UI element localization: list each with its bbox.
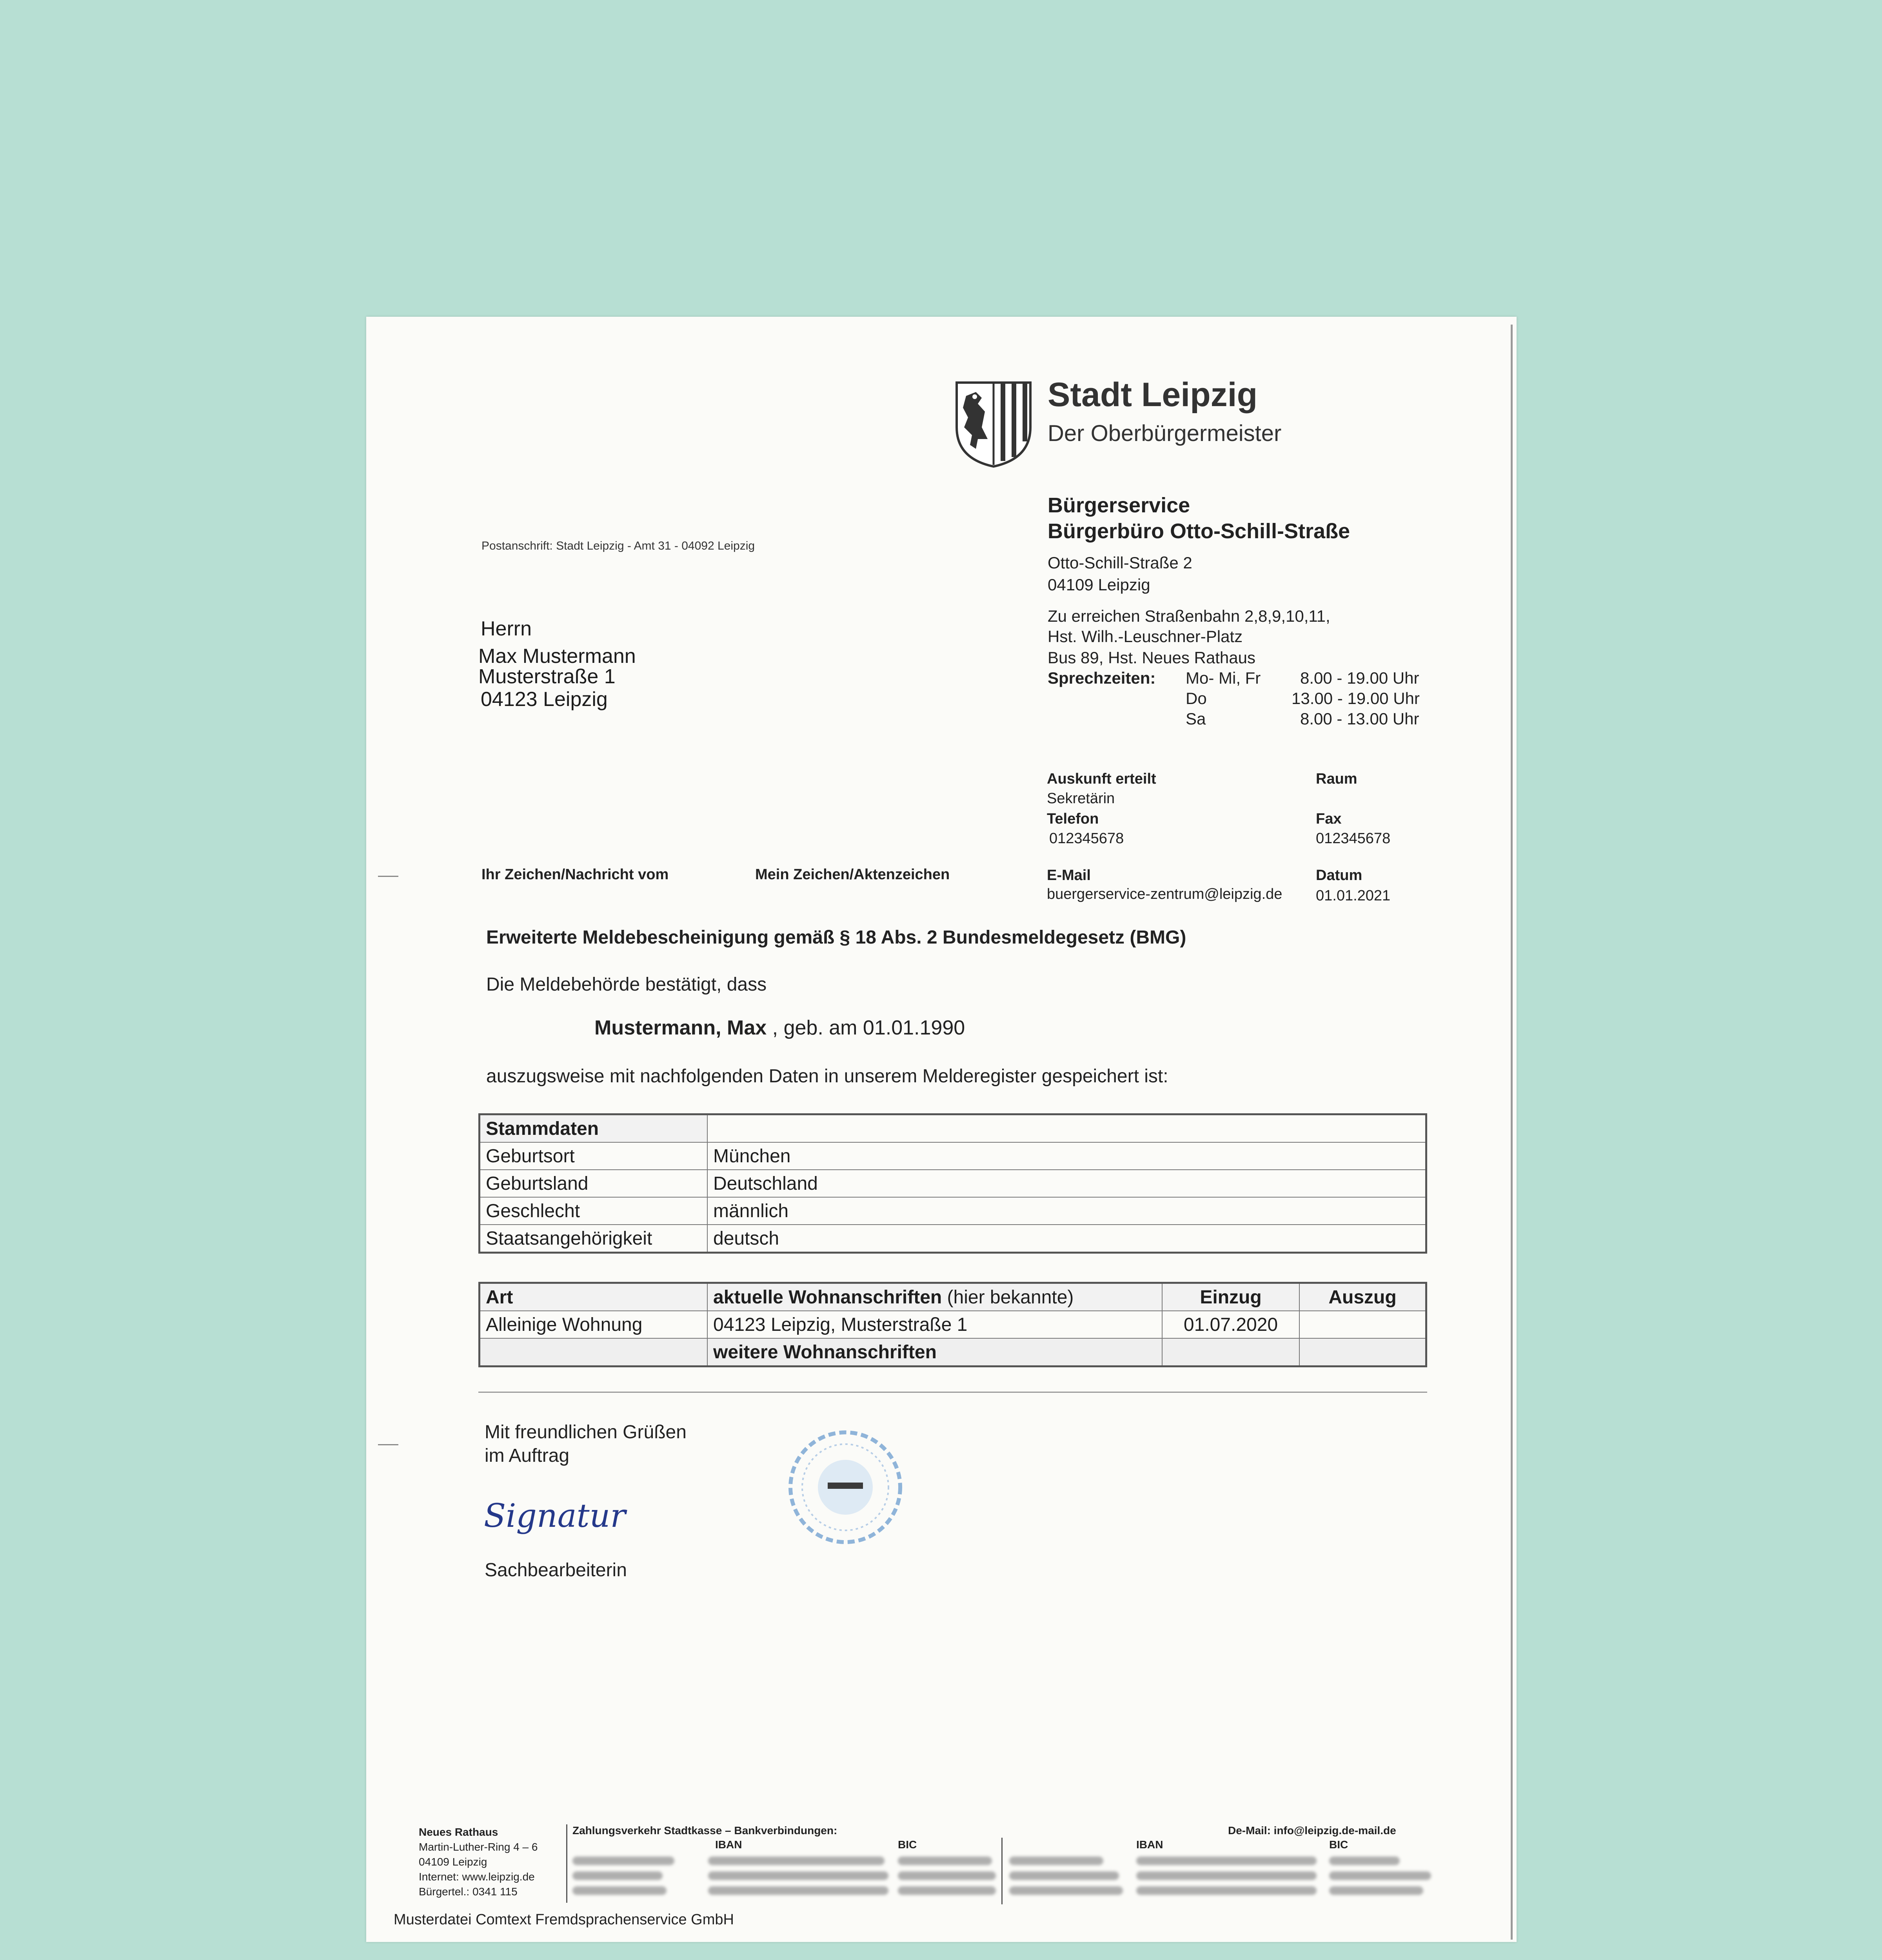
redacted-text	[708, 1857, 885, 1865]
greeting: Mit freundlichen Grüßen	[485, 1422, 687, 1443]
stammdaten-value: München	[707, 1142, 1426, 1170]
col-art: Art	[480, 1283, 708, 1311]
table-row	[480, 1283, 1426, 1311]
stammdaten-label: Staatsangehörigkeit	[480, 1225, 708, 1253]
table-row	[480, 1114, 1426, 1143]
office-transport-1: Zu erreichen Straßenbahn 2,8,9,10,11,	[1048, 607, 1330, 625]
office-name-line1: Bürgerservice	[1048, 494, 1190, 517]
table-row	[480, 1311, 1426, 1338]
office-transport-3: Bus 89, Hst. Neues Rathaus	[1048, 648, 1255, 667]
table-row	[480, 1170, 1426, 1197]
recipient-city: 04123 Leipzig	[481, 688, 608, 711]
footer-demail: De-Mail: info@leipzig.de-mail.de	[1228, 1824, 1396, 1837]
col-auszug: Auszug	[1299, 1283, 1426, 1311]
redacted-text	[572, 1857, 674, 1865]
redacted-text	[1136, 1871, 1317, 1880]
stammdaten-value: deutsch	[707, 1225, 1426, 1253]
redacted-text	[708, 1871, 888, 1880]
datum-label: Datum	[1316, 867, 1362, 884]
fold-mark-top	[378, 876, 398, 877]
footer-payment-label: Zahlungsverkehr Stadtkasse – Bankverbindungen:	[572, 1824, 837, 1837]
footer-iban-label: IBAN	[715, 1838, 742, 1851]
city-name: Stadt Leipzig	[1048, 376, 1258, 414]
redacted-text	[1009, 1871, 1119, 1880]
redacted-text	[898, 1886, 996, 1895]
table-row	[480, 1142, 1426, 1170]
recipient-name: Max Mustermann	[478, 645, 636, 668]
official-stamp-icon	[787, 1428, 904, 1546]
raum-label: Raum	[1316, 771, 1357, 787]
col-current-bold: aktuelle Wohnanschriften	[713, 1287, 942, 1308]
ihr-zeichen-label: Ihr Zeichen/Nachricht vom	[481, 866, 669, 883]
row-einzug: 01.07.2020	[1162, 1311, 1299, 1338]
table-row	[480, 1197, 1426, 1225]
person-birth: , geb. am 01.01.1990	[772, 1016, 965, 1039]
stammdaten-label: Geburtsort	[480, 1142, 708, 1170]
footer-city: 04109 Leipzig	[419, 1856, 487, 1868]
email-label: E-Mail	[1047, 867, 1091, 884]
footer-street: Martin-Luther-Ring 4 – 6	[419, 1841, 538, 1853]
auskunft-label: Auskunft erteilt	[1047, 771, 1156, 787]
redacted-text	[1009, 1857, 1103, 1865]
document-title: Erweiterte Meldebescheinigung gemäß § 18 Abs. 2 Bundesmeldegesetz (BMG)	[486, 927, 1186, 948]
mayor-title: Der Oberbürgermeister	[1048, 421, 1282, 446]
office-city: 04109 Leipzig	[1048, 575, 1150, 594]
divider	[478, 1392, 1427, 1393]
hours-days-1: Mo- Mi, Fr	[1186, 669, 1261, 687]
redacted-text	[1329, 1871, 1431, 1880]
office-street: Otto-Schill-Straße 2	[1048, 554, 1192, 572]
postal-address-line: Postanschrift: Stadt Leipzig - Amt 31 - 04092 Leipzig	[481, 539, 755, 552]
recipient-street: Musterstraße 1	[478, 665, 616, 688]
redacted-text	[1329, 1886, 1423, 1895]
col-current	[707, 1283, 1162, 1311]
fax-value: 012345678	[1316, 830, 1391, 847]
redacted-text	[898, 1871, 996, 1880]
footer-iban-label-2: IBAN	[1136, 1838, 1163, 1851]
signer-role: Sachbearbeiterin	[485, 1560, 627, 1581]
table-row	[480, 1338, 1426, 1367]
hours-days-3: Sa	[1186, 710, 1206, 728]
stammdaten-label: Geschlecht	[480, 1197, 708, 1225]
intro-text: Die Meldebehörde bestätigt, dass	[486, 974, 767, 995]
auskunft-value: Sekretärin	[1047, 790, 1115, 807]
stammdaten-value: Deutschland	[707, 1170, 1426, 1197]
footer-building: Neues Rathaus	[419, 1826, 498, 1838]
table-cell	[1299, 1338, 1426, 1367]
telefon-value: 012345678	[1049, 830, 1124, 847]
footer-phone: Bürgertel.: 0341 115	[419, 1886, 518, 1898]
footer-divider	[566, 1824, 567, 1903]
recipient-salutation: Herrn	[481, 617, 532, 640]
auftrag: im Auftrag	[485, 1445, 570, 1466]
redacted-text	[1136, 1857, 1317, 1865]
redacted-text	[708, 1886, 888, 1895]
datum-value: 01.01.2021	[1316, 887, 1391, 904]
table-cell	[480, 1338, 708, 1367]
hours-time-2: 13.00 - 19.00 Uhr	[1292, 689, 1420, 708]
office-name-line2: Bürgerbüro Otto-Schill-Straße	[1048, 519, 1350, 543]
fold-mark-bottom	[378, 1444, 398, 1445]
redacted-text	[1009, 1886, 1123, 1895]
stammdaten-label: Geburtsland	[480, 1170, 708, 1197]
person-name: Mustermann, Max	[594, 1016, 767, 1039]
footer-bic-label-2: BIC	[1329, 1838, 1348, 1851]
footer-internet: Internet: www.leipzig.de	[419, 1871, 535, 1883]
document-page	[366, 317, 1517, 1942]
stammdaten-header: Stammdaten	[480, 1114, 708, 1143]
col-einzug: Einzug	[1162, 1283, 1299, 1311]
row-auszug	[1299, 1311, 1426, 1338]
row-address: 04123 Leipzig, Musterstraße 1	[707, 1311, 1162, 1338]
weitere-label: weitere Wohnanschriften	[707, 1338, 1162, 1367]
telefon-label: Telefon	[1047, 811, 1099, 827]
mein-zeichen-label: Mein Zeichen/Aktenzeichen	[755, 866, 950, 883]
table-row	[480, 1225, 1426, 1253]
stammdaten-value: männlich	[707, 1197, 1426, 1225]
leipzig-coat-of-arms-icon	[954, 380, 1033, 468]
hours-label: Sprechzeiten:	[1048, 669, 1156, 687]
table-cell	[1162, 1338, 1299, 1367]
footer-bic-label: BIC	[898, 1838, 917, 1851]
table-cell	[707, 1114, 1426, 1143]
hours-time-1: 8.00 - 19.00 Uhr	[1300, 669, 1419, 687]
redacted-text	[1329, 1857, 1400, 1865]
signature: Signatur	[484, 1497, 626, 1535]
footer-divider	[1001, 1838, 1003, 1904]
fax-label: Fax	[1316, 811, 1342, 827]
extract-text: auszugsweise mit nachfolgenden Daten in unserem Melderegister gespeichert ist:	[486, 1066, 1168, 1087]
person-line	[594, 1016, 965, 1040]
watermark-text: Musterdatei Comtext Fremdsprachenservice GmbH	[394, 1911, 734, 1928]
office-transport-2: Hst. Wilh.-Leuschner-Platz	[1048, 627, 1243, 646]
hours-days-2: Do	[1186, 689, 1207, 708]
col-current-rest: (hier bekannte)	[942, 1287, 1074, 1308]
redacted-text	[572, 1886, 667, 1895]
email-value: buergerservice-zentrum@leipzig.de	[1047, 886, 1283, 902]
wohnanschriften-table	[478, 1282, 1427, 1367]
row-art: Alleinige Wohnung	[480, 1311, 708, 1338]
redacted-text	[572, 1871, 663, 1880]
stammdaten-table	[478, 1113, 1427, 1254]
redacted-text	[898, 1857, 992, 1865]
scan-edge-line	[1511, 325, 1513, 1940]
redacted-text	[1136, 1886, 1317, 1895]
hours-time-3: 8.00 - 13.00 Uhr	[1300, 710, 1419, 728]
